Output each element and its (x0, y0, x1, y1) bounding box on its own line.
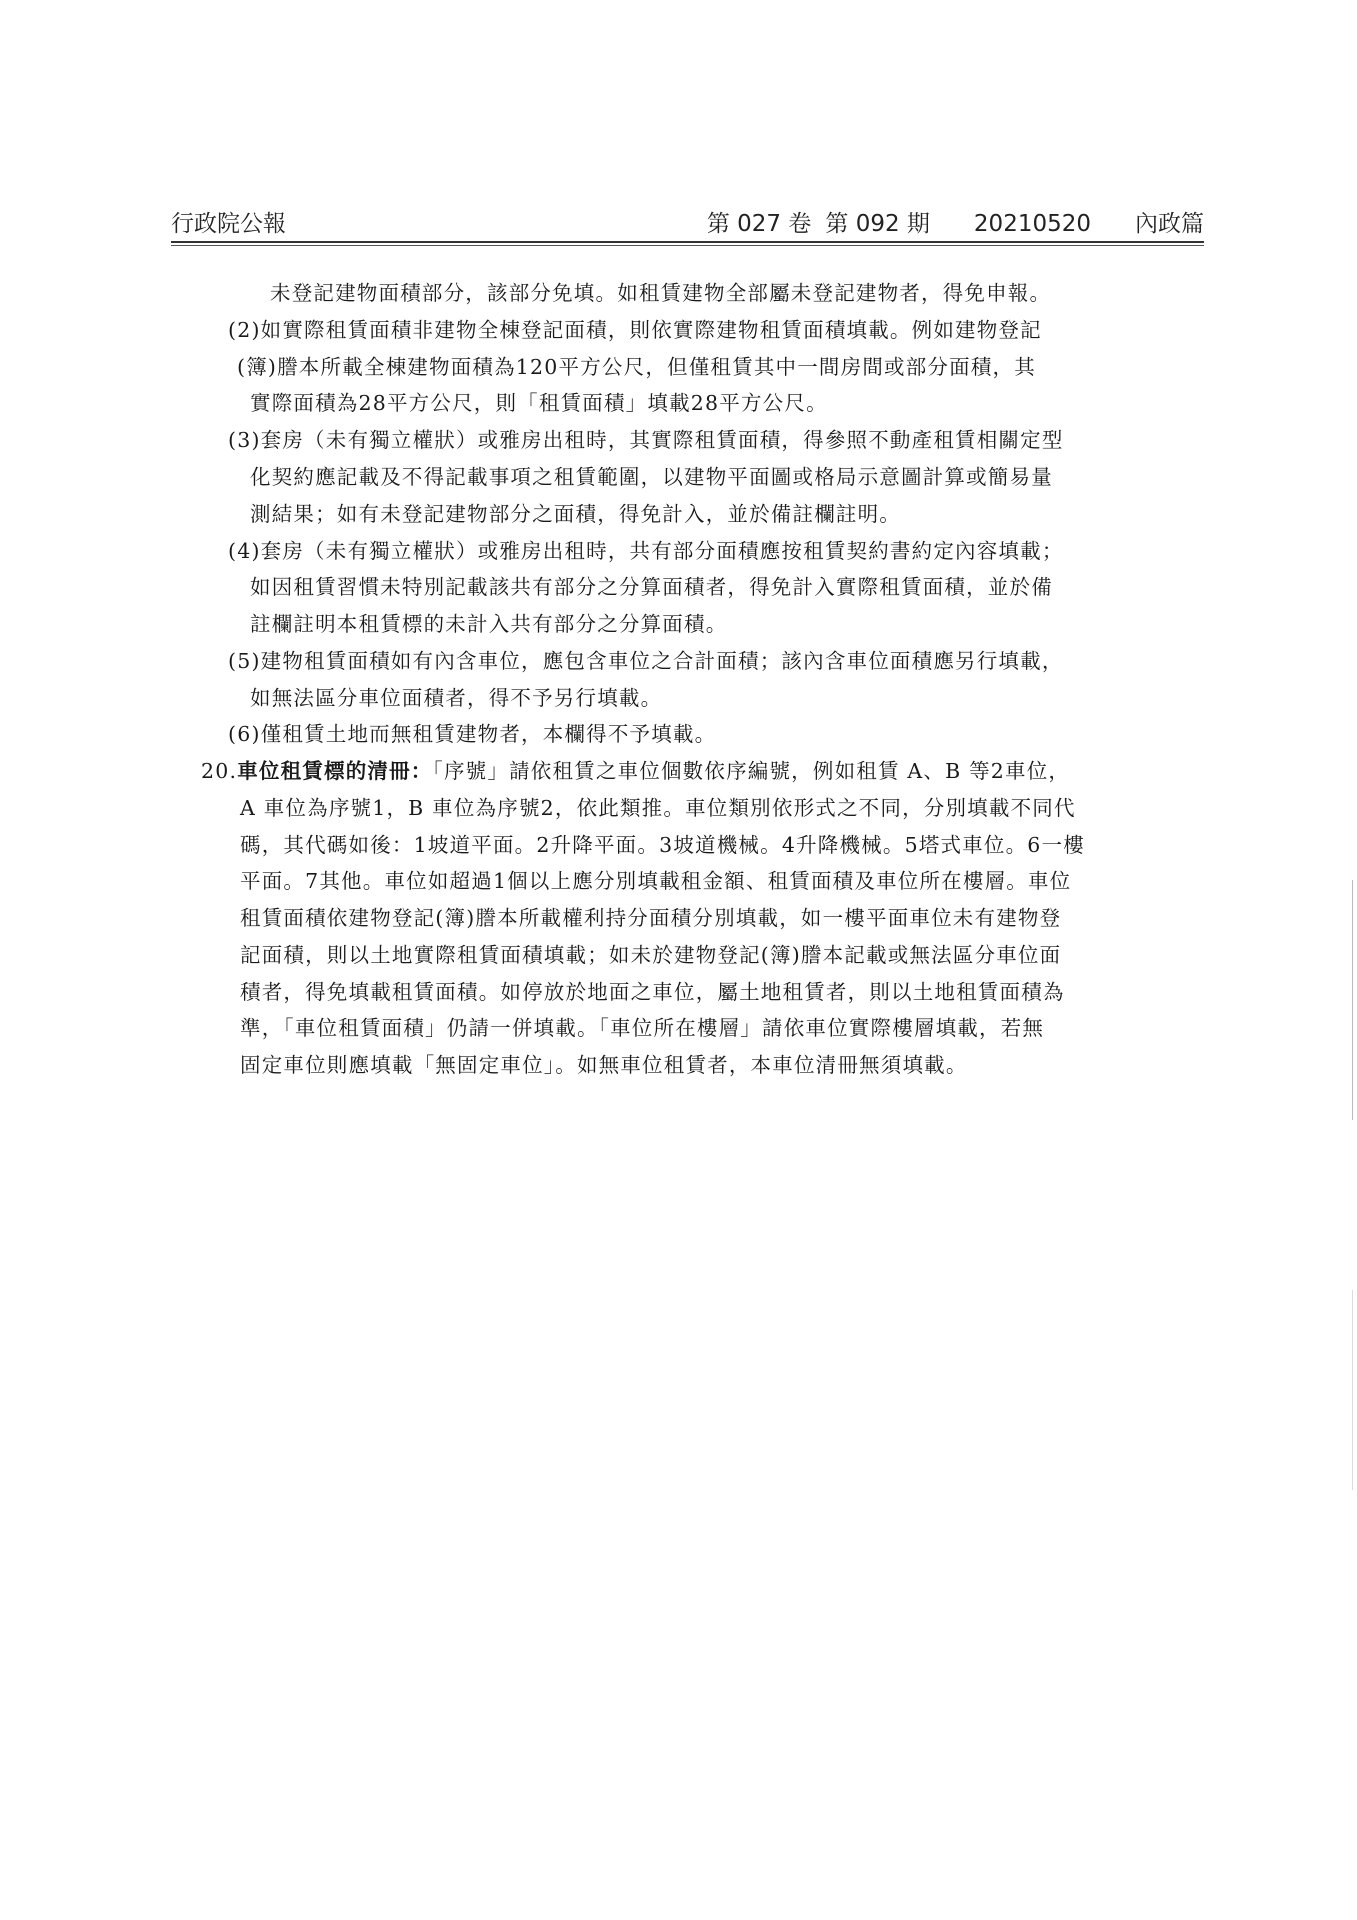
text-line: 固定車位則應填載「無固定車位」。如無車位租賃者，本車位清冊無須填載。 (240, 1053, 968, 1077)
issue-number: 第 092 期 (825, 211, 930, 237)
text-line: 測結果；如有未登記建物部分之面積，得免計入，並於備註欄註明。 (250, 502, 901, 526)
text-line: 實際面積為28平方公尺，則「租賃面積」填載28平方公尺。 (250, 391, 828, 415)
text-line: 記面積，則以土地實際租賃面積填載；如未於建物登記(簿)謄本記載或無法區分車位面 (240, 943, 1062, 967)
section-item-20 (201, 756, 1070, 786)
issue-info (707, 206, 1204, 242)
publication-date: 20210520 (973, 211, 1091, 237)
text-line: 化契約應記載及不得記載事項之租賃範圍，以建物平面圖或格局示意圖計算或簡易量 (250, 465, 1053, 489)
text-line: 註欄註明本租賃標的未計入共有部分之分算面積。 (250, 612, 728, 636)
text-line: 未登記建物面積部分，該部分免填。如租賃建物全部屬未登記建物者，得免申報。 (270, 281, 1052, 305)
header-rule-thin (171, 245, 1204, 246)
text-line: 如無法區分車位面積者，得不予另行填載。 (250, 686, 663, 710)
text-line: 平面。7其他。車位如超過1個以上應分別填載租金額、租賃面積及車位所在樓層。車位 (240, 869, 1072, 893)
text-line: 碼，其代碼如後：1坡道平面。2升降平面。3坡道機械。4升降機械。5塔式車位。6一樓 (240, 833, 1085, 857)
section-name: 內政篇 (1135, 211, 1204, 237)
text-line: 積者，得免填載租賃面積。如停放於地面之車位，屬土地租賃者，則以土地租賃面積為 (240, 980, 1065, 1004)
text-line: 租賃面積依建物登記(簿)謄本所載權利持分面積分別填載，如一樓平面車位未有建物登 (240, 906, 1062, 930)
page-header (171, 206, 1204, 242)
header-rule (171, 241, 1204, 243)
text-line: A 車位為序號1，B 車位為序號2，依此類推。車位類別依形式之不同，分別填載不同代 (240, 796, 1076, 820)
list-item-2: (2)如實際租賃面積非建物全棟登記面積，則依實際建物租賃面積填載。例如建物登記 (228, 318, 1042, 342)
publication-title: 行政院公報 (171, 211, 286, 237)
volume-number: 第 027 卷 (706, 211, 812, 237)
scan-artifact (1352, 1290, 1353, 1490)
item-heading: 車位租賃標的清冊： (237, 759, 433, 783)
text-line: (簿)謄本所載全棟建物面積為120平方公尺，但僅租賃其中一間房間或部分面積，其 (237, 355, 1036, 379)
list-item-4: (4)套房（未有獨立權狀）或雅房出租時，共有部分面積應按租賃契約書約定內容填載； (228, 539, 1064, 563)
item-number: 20. (201, 759, 238, 783)
scan-artifact (1352, 880, 1353, 1120)
item-text: 「序號」請依租賃之車位個數依序編號，例如租賃 A、B 等2車位， (432, 759, 1071, 783)
list-item-5: (5)建物租賃面積如有內含車位，應包含車位之合計面積；該內含車位面積應另行填載， (228, 649, 1064, 673)
list-item-3: (3)套房（未有獨立權狀）或雅房出租時，其實際租賃面積，得參照不動產租賃相關定型 (228, 428, 1064, 452)
text-line: 如因租賃習慣未特別記載該共有部分之分算面積者，得免計入實際租賃面積，並於備 (250, 575, 1053, 599)
text-line: 準，「車位租賃面積」仍請一併填載。「車位所在樓層」請依車位實際樓層填載，若無 (240, 1016, 1045, 1040)
list-item-6: (6)僅租賃土地而無租賃建物者，本欄得不予填載。 (228, 722, 717, 746)
